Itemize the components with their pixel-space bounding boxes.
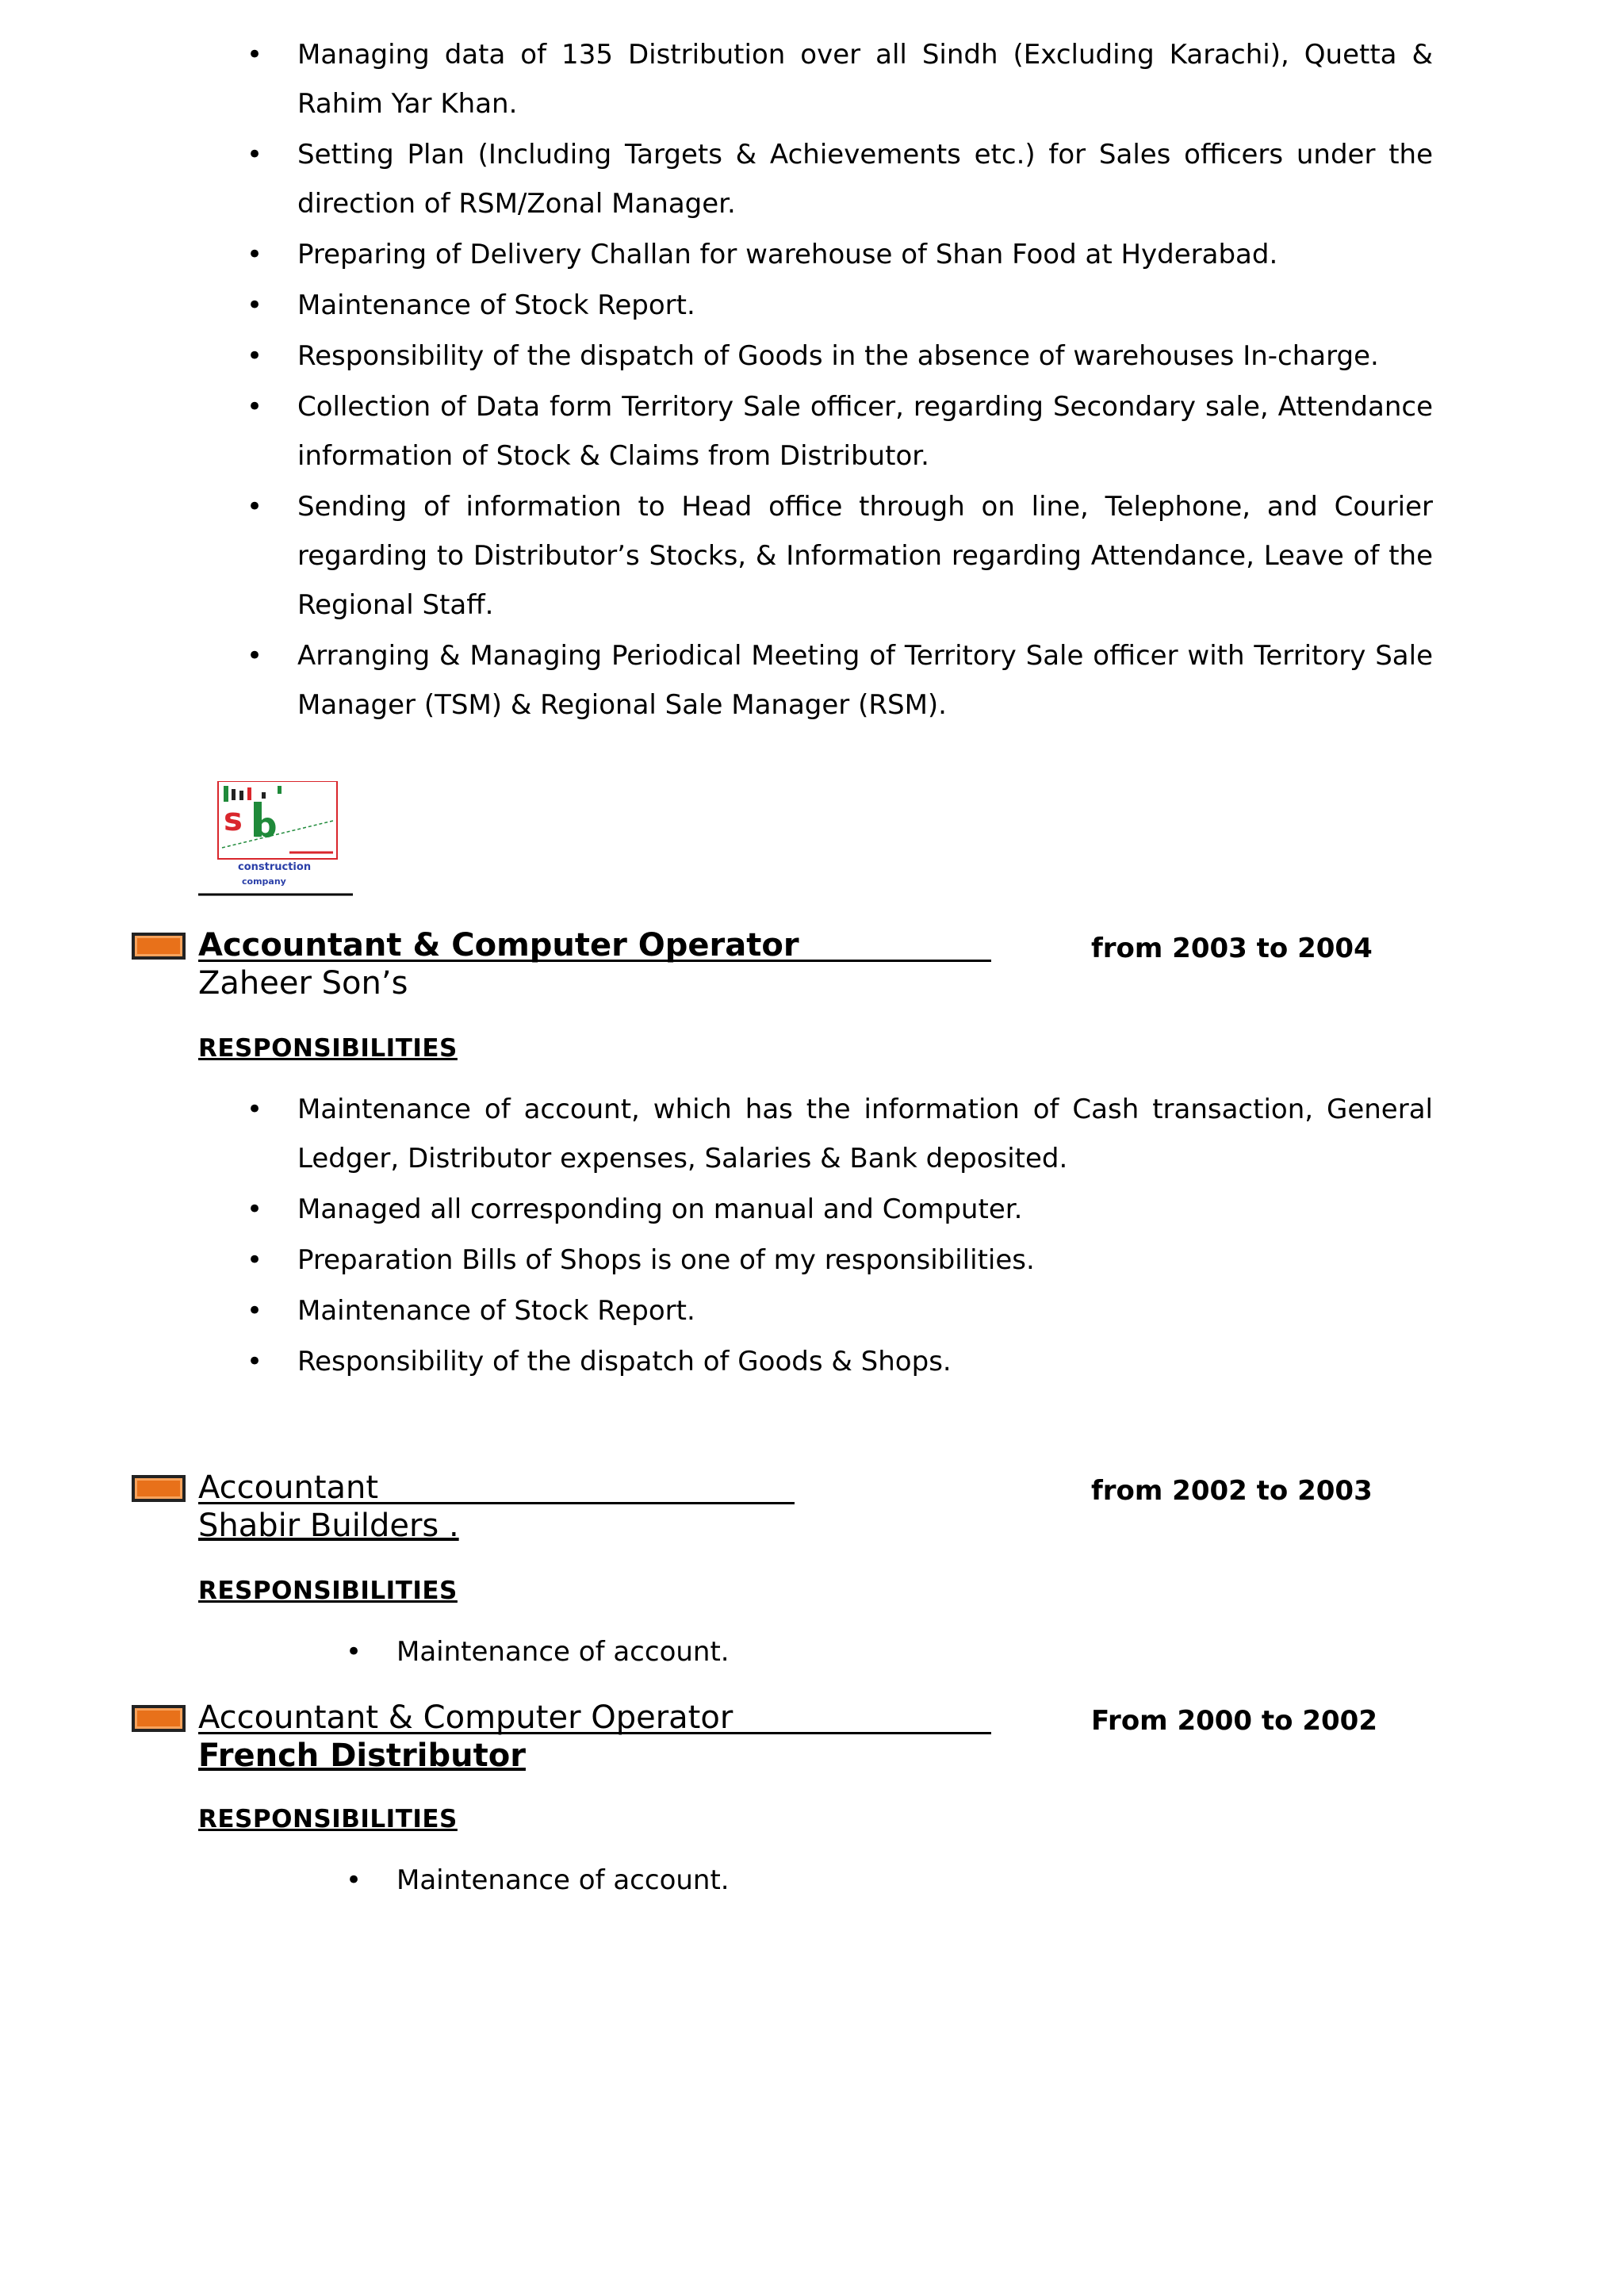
job-responsibilities-list — [396, 1856, 1427, 1906]
section-marker-icon — [132, 1705, 186, 1732]
responsibilities-heading: RESPONSIBILITIES — [198, 1805, 458, 1833]
duties-list — [297, 30, 1433, 731]
list-item: • Responsibility of the dispatch of Goods & Shops. — [297, 1337, 1433, 1386]
title-underline — [198, 1502, 795, 1504]
job-dates: from 2002 to 2003 — [1091, 1475, 1373, 1507]
section-marker-icon — [132, 1475, 186, 1502]
job-title: Accountant & Computer Operator — [198, 927, 799, 964]
logo-letter-s: s — [224, 802, 243, 838]
company-name: French Distributor — [198, 1738, 526, 1774]
job-title: Accountant — [198, 1469, 379, 1506]
job-responsibilities-list — [297, 1085, 1433, 1388]
list-item: • Responsibility of the dispatch of Goods in the absence of warehouses In-charge. — [297, 331, 1433, 381]
job-title: Accountant & Computer Operator — [198, 1699, 733, 1736]
job-dates: from 2003 to 2004 — [1091, 933, 1373, 964]
list-item: • Maintenance of account. — [396, 1627, 1427, 1676]
job-dates: From 2000 to 2002 — [1091, 1705, 1377, 1737]
logo-caption-line1: construction — [238, 861, 312, 873]
responsibilities-heading: RESPONSIBILITIES — [198, 1034, 458, 1063]
company-name: Shabir Builders . — [198, 1508, 459, 1544]
list-item: • Maintenance of Stock Report. — [297, 281, 1433, 330]
list-item: • Maintenance of account. — [396, 1856, 1427, 1905]
list-item: • Maintenance of account, which has the information of Cash transaction, General Ledger, Distributor expenses, Salaries & Bank deposited. — [297, 1085, 1433, 1183]
logo-letter-b: b — [252, 805, 278, 845]
logo-caption-line2: company — [242, 876, 286, 887]
list-item: • Maintenance of Stock Report. — [297, 1286, 1433, 1335]
title-underline — [198, 1732, 991, 1734]
title-underline — [198, 960, 991, 962]
list-item: • Preparing of Delivery Challan for warehouse of Shan Food at Hyderabad. — [297, 230, 1433, 279]
job-responsibilities-list — [396, 1627, 1427, 1678]
list-item: • Managing data of 135 Distribution over all Sindh (Excluding Karachi), Quetta & Rahim Yar Khan. — [297, 30, 1433, 128]
list-item: • Collection of Data form Territory Sale officer, regarding Secondary sale, Attendance information of Stock & Claims from Distributor. — [297, 382, 1433, 481]
responsibilities-heading: RESPONSIBILITIES — [198, 1577, 458, 1605]
list-item: • Preparation Bills of Shops is one of my responsibilities. — [297, 1236, 1433, 1285]
list-item: • Setting Plan (Including Targets & Achievements etc.) for Sales officers under the direction of RSM/Zonal Manager. — [297, 130, 1433, 228]
company-logo — [198, 781, 353, 896]
list-item: • Managed all corresponding on manual and Computer. — [297, 1185, 1433, 1234]
list-item: • Arranging & Managing Periodical Meeting of Territory Sale officer with Territory Sale Manager (TSM) & Regional Sale Manager (RSM). — [297, 631, 1433, 730]
section-marker-icon — [132, 933, 186, 960]
company-name: Zaheer Son’s — [198, 965, 408, 1002]
list-item: • Sending of information to Head office through on line, Telephone, and Courier regarding to Distributor’s Stocks, & Information regarding Attendance, Leave of the Regional Staff. — [297, 482, 1433, 630]
